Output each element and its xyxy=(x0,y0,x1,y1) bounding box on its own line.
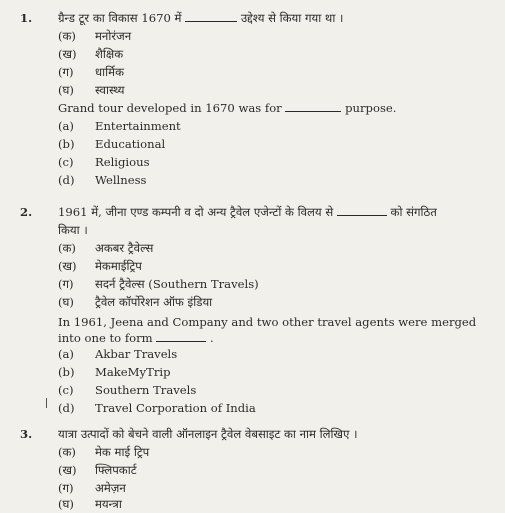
option-mark: (घ) xyxy=(58,497,74,511)
option-text: Educational xyxy=(95,137,166,151)
option-text: ट्रैवेल कॉर्पोरेशन ऑफ इंडिया xyxy=(95,295,213,309)
option-text: मेकमाईट्रिप xyxy=(95,259,142,273)
question-text-hindi: यात्रा उत्पादों को बेचने वाली ऑनलाइन ट्रैवेल वेबसाइट का नाम लिखिए । xyxy=(58,427,358,441)
option-mark: (क) xyxy=(58,241,76,255)
question-number: 2. xyxy=(20,205,33,219)
answer-blank xyxy=(185,12,237,22)
option-mark: (ख) xyxy=(58,463,77,477)
option-text: Akbar Travels xyxy=(95,347,178,361)
option-mark: (क) xyxy=(58,29,76,43)
option-mark: (b) xyxy=(58,365,75,379)
option-mark: (ख) xyxy=(58,259,77,273)
option-mark: (d) xyxy=(58,173,75,187)
question-text-hindi: ग्रैन्ड टूर का विकास 1670 में उद्देश्य से किया गया था । xyxy=(58,11,344,25)
option-mark: (ख) xyxy=(58,47,77,61)
option-text: मनोरंजन xyxy=(95,29,132,43)
option-mark: (घ) xyxy=(58,83,74,97)
question-number: 3. xyxy=(20,427,33,441)
option-text: सदर्न ट्रैवेल्स (Southern Travels) xyxy=(95,277,259,291)
option-mark: (a) xyxy=(58,119,74,133)
question-text-hindi: 1961 में, जीना एण्ड कम्पनी व दो अन्य ट्रैवेल एजेन्टों के विलय से को संगठित xyxy=(58,205,437,219)
question-text-english-cont: into one to form . xyxy=(58,331,214,345)
option-mark: (घ) xyxy=(58,295,74,309)
option-text: Religious xyxy=(95,155,150,169)
option-mark: (ग) xyxy=(58,65,74,79)
question-number: 1. xyxy=(20,11,33,25)
option-text: फ्लिपकार्ट xyxy=(95,463,137,477)
option-mark: (ग) xyxy=(58,481,74,495)
option-text: MakeMyTrip xyxy=(95,365,171,379)
option-text: धार्मिक xyxy=(95,65,124,79)
option-text: Entertainment xyxy=(95,119,181,133)
option-mark: (b) xyxy=(58,137,75,151)
option-mark: (a) xyxy=(58,347,74,361)
pen-mark xyxy=(46,398,47,408)
option-text: Travel Corporation of India xyxy=(95,401,256,415)
question-text-english: In 1961, Jeena and Company and two other travel agents were merged xyxy=(58,315,477,329)
answer-blank xyxy=(156,332,206,342)
option-text: Southern Travels xyxy=(95,383,197,397)
option-text: अमेज़न xyxy=(95,481,126,495)
option-mark: (c) xyxy=(58,155,74,169)
option-text: मयन्त्रा xyxy=(95,497,122,511)
option-text: शैक्षिक xyxy=(95,47,124,61)
option-text: Wellness xyxy=(95,173,147,187)
question-text-english: Grand tour developed in 1670 was for purpose. xyxy=(58,101,397,115)
option-mark: (d) xyxy=(58,401,75,415)
answer-blank xyxy=(337,206,387,216)
option-mark: (c) xyxy=(58,383,74,397)
option-mark: (ग) xyxy=(58,277,74,291)
option-text: स्वास्थ्य xyxy=(95,83,125,97)
option-text: अकबर ट्रैवेल्स xyxy=(95,241,154,255)
option-mark: (क) xyxy=(58,445,76,459)
option-text: मेक माई ट्रिप xyxy=(95,445,150,459)
question-text-hindi-cont: किया । xyxy=(58,223,88,237)
answer-blank xyxy=(285,102,341,112)
